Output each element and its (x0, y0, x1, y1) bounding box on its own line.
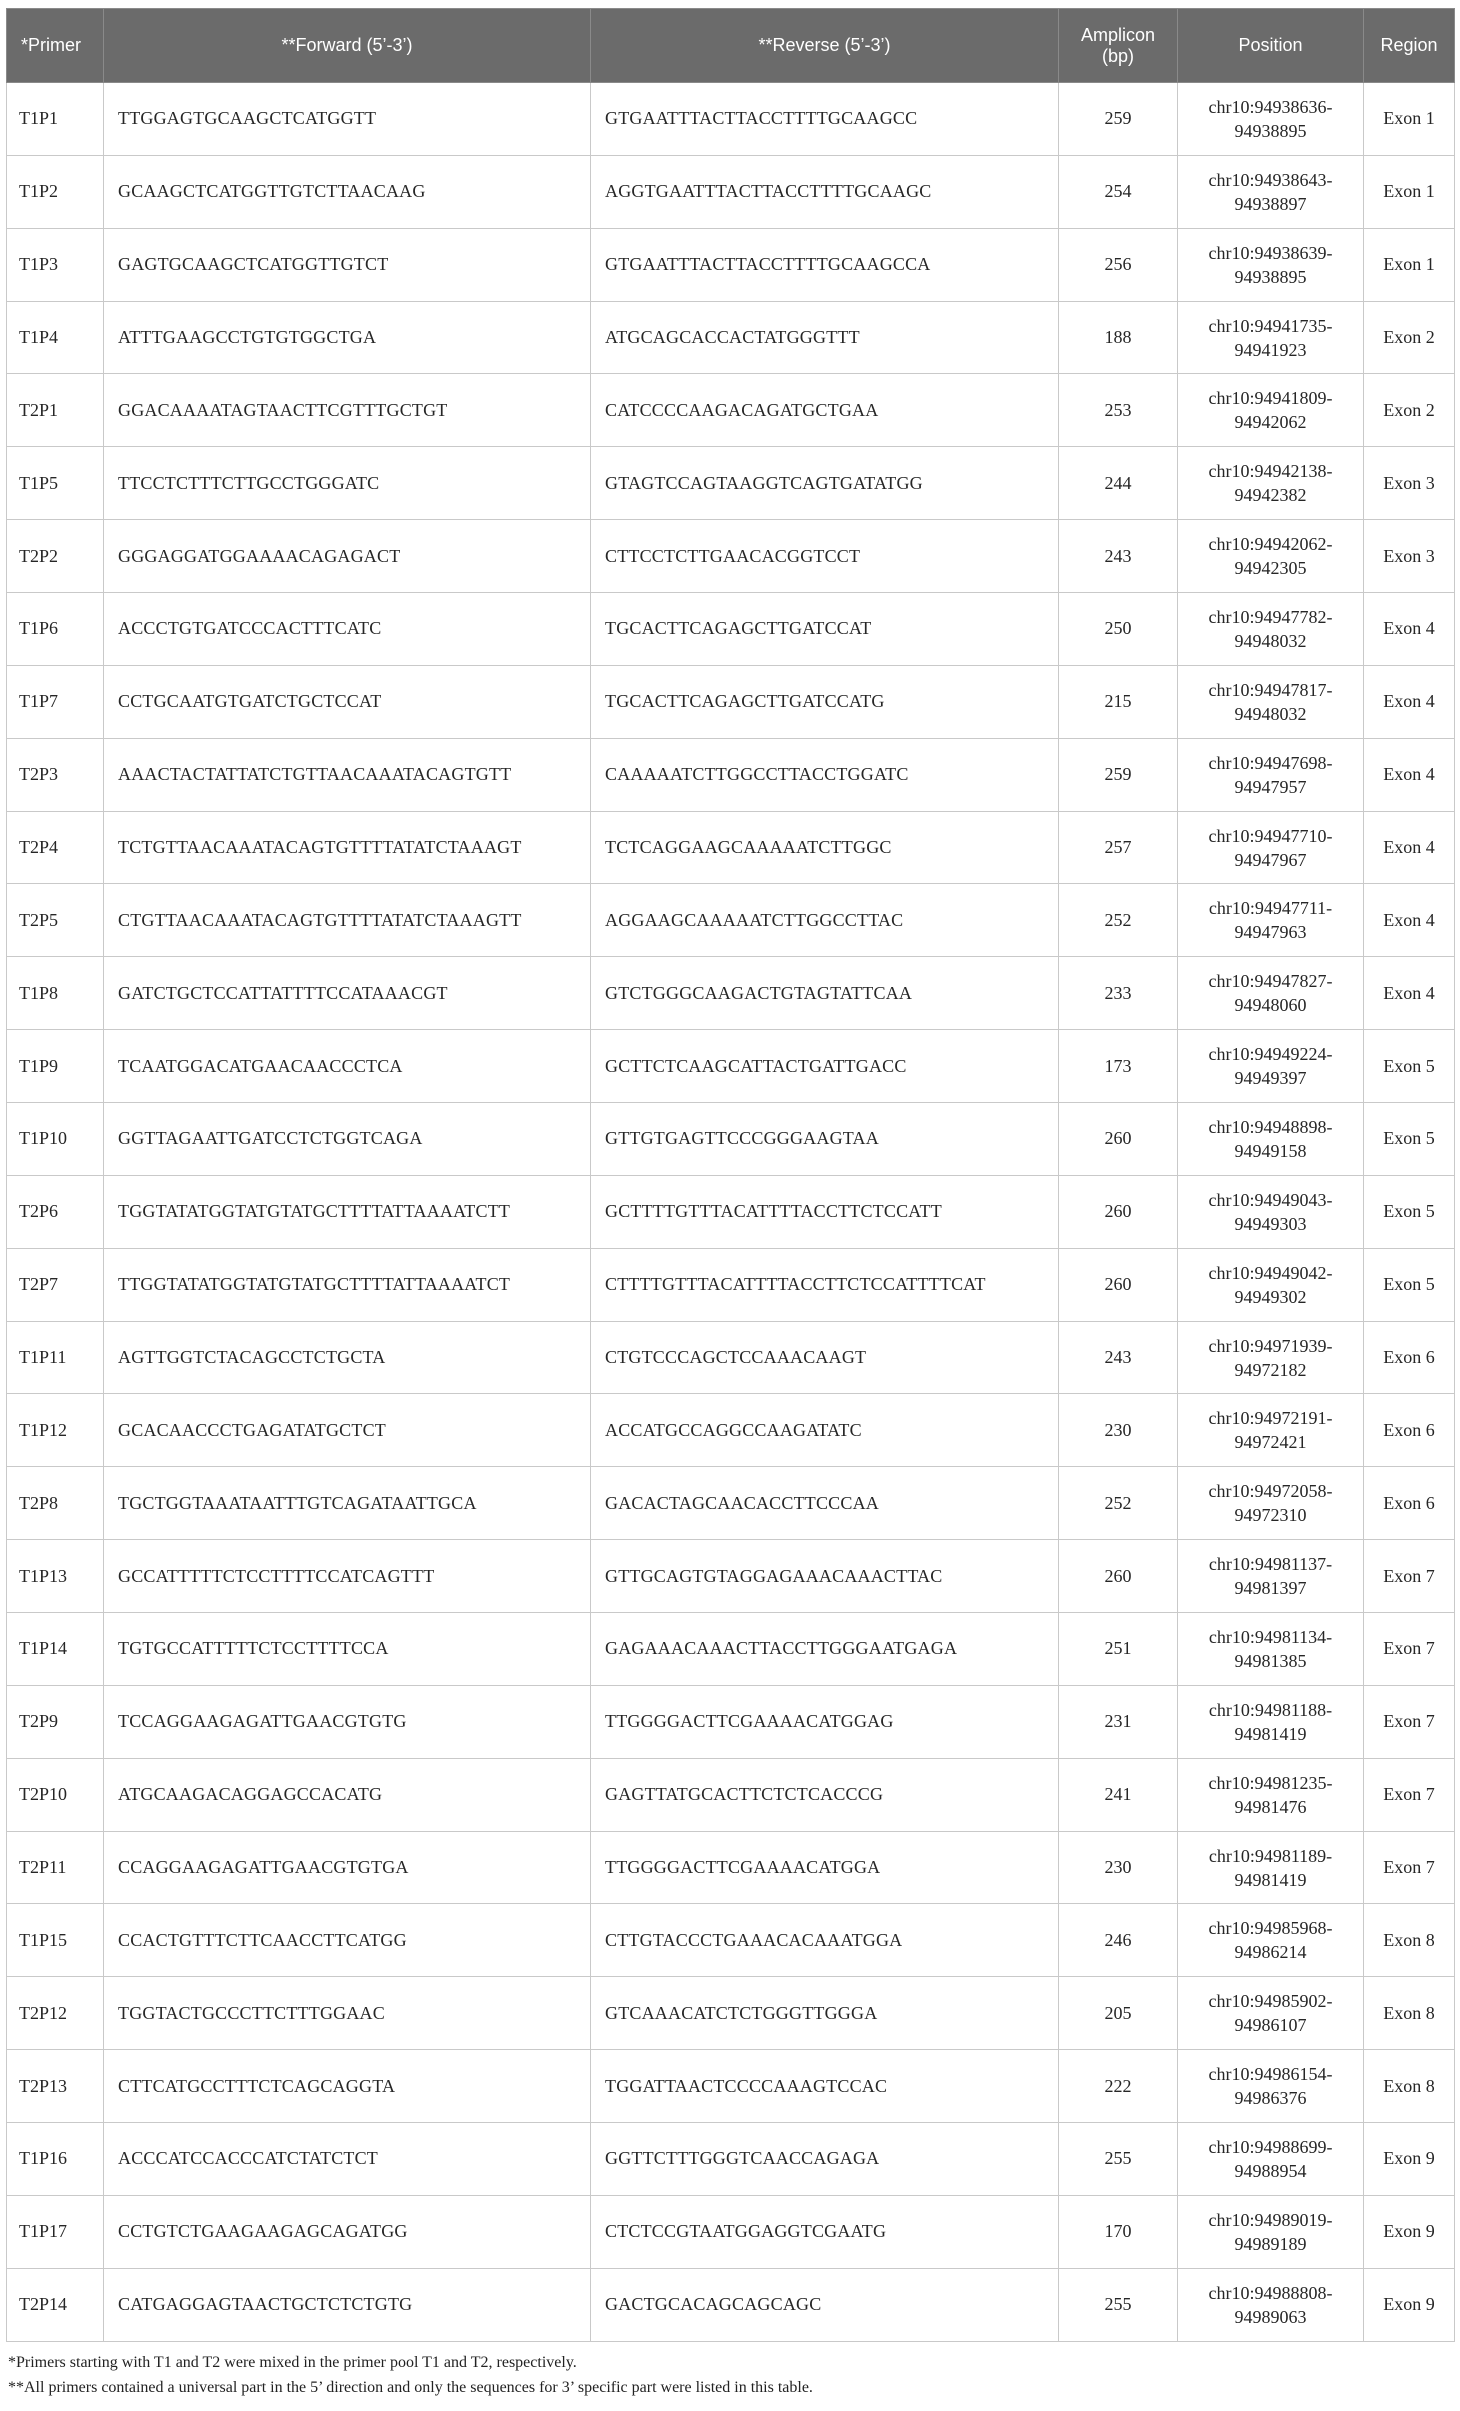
cell-region: Exon 1 (1364, 155, 1455, 228)
position-end: 94981419 (1234, 1723, 1307, 1744)
cell-region: Exon 4 (1364, 884, 1455, 957)
position-start: chr10:94948898- (1208, 1116, 1333, 1137)
cell-forward-sequence: TCTGTTAACAAATACAGTGTTTTATATCTAAAGT (104, 811, 591, 884)
position-end: 94986107 (1234, 2015, 1307, 2036)
cell-reverse-sequence: GACACTAGCAACACCTTCCCAA (591, 1467, 1059, 1540)
cell-forward-sequence: CTTCATGCCTTTCTCAGCAGGTA (104, 2050, 591, 2123)
cell-amplicon: 259 (1059, 83, 1178, 156)
cell-region: Exon 7 (1364, 1758, 1455, 1831)
position-start: chr10:94981235- (1208, 1772, 1333, 1793)
position-end: 94942305 (1234, 558, 1307, 579)
cell-amplicon: 231 (1059, 1685, 1178, 1758)
cell-amplicon: 230 (1059, 1394, 1178, 1467)
cell-reverse-sequence: CTTTTGTTTACATTTTACCTTCTCCATTTTCAT (591, 1248, 1059, 1321)
position-start: chr10:94947698- (1208, 752, 1333, 773)
cell-forward-sequence: TGGTACTGCCCTTCTTTGGAAC (104, 1977, 591, 2050)
cell-reverse-sequence: GTGAATTTACTTACCTTTTGCAAGCC (591, 83, 1059, 156)
table-row (7, 1977, 1455, 2050)
cell-region: Exon 8 (1364, 2050, 1455, 2123)
cell-reverse-sequence: GAGAAACAAACTTACCTTGGGAATGAGA (591, 1613, 1059, 1686)
table-header-row (7, 9, 1455, 83)
cell-forward-sequence: AAACTACTATTATCTGTTAACAAATACAGTGTT (104, 738, 591, 811)
table-row (7, 1540, 1455, 1613)
position-start: chr10:94988699- (1208, 2136, 1333, 2157)
cell-position (1178, 1613, 1364, 1686)
cell-region: Exon 5 (1364, 1103, 1455, 1176)
position-start: chr10:94986154- (1208, 2064, 1333, 2085)
table-row (7, 228, 1455, 301)
cell-reverse-sequence: TGCACTTCAGAGCTTGATCCAT (591, 593, 1059, 666)
table-row (7, 1758, 1455, 1831)
position-start: chr10:94981137- (1208, 1554, 1333, 1575)
position-start: chr10:94989019- (1208, 2209, 1333, 2230)
cell-region: Exon 6 (1364, 1321, 1455, 1394)
table-row (7, 811, 1455, 884)
cell-position (1178, 2050, 1364, 2123)
cell-primer: T1P12 (7, 1394, 104, 1467)
cell-reverse-sequence: ATGCAGCACCACTATGGGTTT (591, 301, 1059, 374)
cell-region: Exon 5 (1364, 1248, 1455, 1321)
position-start: chr10:94942062- (1208, 534, 1333, 555)
cell-region: Exon 2 (1364, 374, 1455, 447)
cell-amplicon: 252 (1059, 1467, 1178, 1540)
cell-amplicon: 255 (1059, 2268, 1178, 2341)
cell-region: Exon 2 (1364, 301, 1455, 374)
cell-amplicon: 173 (1059, 1030, 1178, 1103)
position-end: 94949158 (1234, 1140, 1307, 1161)
cell-region: Exon 1 (1364, 83, 1455, 156)
position-end: 94986214 (1234, 1942, 1307, 1963)
cell-region: Exon 6 (1364, 1467, 1455, 1540)
cell-reverse-sequence: TCTCAGGAAGCAAAAATCTTGGC (591, 811, 1059, 884)
cell-forward-sequence: CCACTGTTTCTTCAACCTTCATGG (104, 1904, 591, 1977)
position-start: chr10:94972191- (1208, 1408, 1333, 1429)
position-start: chr10:94938643- (1208, 169, 1333, 190)
cell-position (1178, 957, 1364, 1030)
cell-amplicon: 243 (1059, 1321, 1178, 1394)
cell-primer: T1P16 (7, 2123, 104, 2196)
cell-position (1178, 1175, 1364, 1248)
cell-primer: T2P6 (7, 1175, 104, 1248)
position-start: chr10:94981189- (1208, 1845, 1333, 1866)
cell-primer: T2P7 (7, 1248, 104, 1321)
table-row (7, 884, 1455, 957)
cell-region: Exon 5 (1364, 1175, 1455, 1248)
cell-amplicon: 222 (1059, 2050, 1178, 2123)
cell-forward-sequence: TGTGCCATTTTTCTCCTTTTCCA (104, 1613, 591, 1686)
cell-position (1178, 1103, 1364, 1176)
position-end: 94942382 (1234, 485, 1307, 506)
cell-reverse-sequence: GAGTTATGCACTTCTCTCACCCG (591, 1758, 1059, 1831)
table-row (7, 665, 1455, 738)
cell-primer: T1P5 (7, 447, 104, 520)
cell-amplicon: 260 (1059, 1103, 1178, 1176)
position-start: chr10:94938639- (1208, 242, 1333, 263)
cell-amplicon: 205 (1059, 1977, 1178, 2050)
cell-reverse-sequence: GTCTGGGCAAGACTGTAGTATTCAA (591, 957, 1059, 1030)
cell-region: Exon 8 (1364, 1977, 1455, 2050)
position-start: chr10:94947827- (1208, 971, 1333, 992)
cell-forward-sequence: CATGAGGAGTAACTGCTCTCTGTG (104, 2268, 591, 2341)
table-row (7, 1467, 1455, 1540)
position-start: chr10:94949042- (1208, 1262, 1333, 1283)
position-end: 94981385 (1234, 1650, 1307, 1671)
position-end: 94947963 (1234, 922, 1307, 943)
position-end: 94972310 (1234, 1505, 1307, 1526)
position-end: 94947967 (1234, 849, 1307, 870)
position-end: 94947957 (1234, 776, 1307, 797)
position-start: chr10:94941809- (1208, 388, 1333, 409)
cell-region: Exon 4 (1364, 811, 1455, 884)
position-start: chr10:94985902- (1208, 1991, 1333, 2012)
table-row (7, 1248, 1455, 1321)
cell-reverse-sequence: CTTGTACCCTGAAACACAAATGGA (591, 1904, 1059, 1977)
cell-forward-sequence: CCTGTCTGAAGAAGAGCAGATGG (104, 2195, 591, 2268)
cell-amplicon: 215 (1059, 665, 1178, 738)
cell-position (1178, 1248, 1364, 1321)
cell-position (1178, 1394, 1364, 1467)
cell-forward-sequence: TTGGAGTGCAAGCTCATGGTT (104, 83, 591, 156)
footnote-primer-pool: *Primers starting with T1 and T2 were mixed in the primer pool T1 and T2, respectively. (8, 2354, 577, 2371)
cell-primer: T1P14 (7, 1613, 104, 1686)
cell-primer: T2P10 (7, 1758, 104, 1831)
cell-position (1178, 738, 1364, 811)
cell-amplicon: 256 (1059, 228, 1178, 301)
cell-forward-sequence: GCCATTTTTCTCCTTTTCCATCAGTTT (104, 1540, 591, 1613)
cell-primer: T1P6 (7, 593, 104, 666)
table-row (7, 1103, 1455, 1176)
cell-amplicon: 246 (1059, 1904, 1178, 1977)
cell-primer: T1P17 (7, 2195, 104, 2268)
cell-amplicon: 260 (1059, 1175, 1178, 1248)
cell-reverse-sequence: CAAAAATCTTGGCCTTACCTGGATC (591, 738, 1059, 811)
primer-table (6, 8, 1455, 2342)
position-end: 94981397 (1234, 1578, 1307, 1599)
cell-forward-sequence: GCACAACCCTGAGATATGCTCT (104, 1394, 591, 1467)
cell-region: Exon 7 (1364, 1613, 1455, 1686)
cell-forward-sequence: CCTGCAATGTGATCTGCTCCAT (104, 665, 591, 738)
cell-reverse-sequence: CTCTCCGTAATGGAGGTCGAATG (591, 2195, 1059, 2268)
table-row (7, 1904, 1455, 1977)
cell-amplicon: 254 (1059, 155, 1178, 228)
header-primer: *Primer (7, 9, 104, 83)
table-body (7, 83, 1455, 2342)
cell-forward-sequence: AGTTGGTCTACAGCCTCTGCTA (104, 1321, 591, 1394)
cell-forward-sequence: GGACAAAATAGTAACTTCGTTTGCTGT (104, 374, 591, 447)
cell-amplicon: 260 (1059, 1540, 1178, 1613)
cell-position (1178, 2268, 1364, 2341)
cell-reverse-sequence: GTTGCAGTGTAGGAGAAACAAACTTAC (591, 1540, 1059, 1613)
cell-region: Exon 1 (1364, 228, 1455, 301)
position-start: chr10:94981188- (1208, 1699, 1333, 1720)
header-forward: **Forward (5’-3’) (104, 9, 591, 83)
header-position: Position (1178, 9, 1364, 83)
cell-position (1178, 884, 1364, 957)
cell-position (1178, 374, 1364, 447)
table-row (7, 738, 1455, 811)
cell-region: Exon 7 (1364, 1540, 1455, 1613)
cell-region: Exon 5 (1364, 1030, 1455, 1103)
cell-amplicon: 233 (1059, 957, 1178, 1030)
cell-amplicon: 170 (1059, 2195, 1178, 2268)
cell-region: Exon 4 (1364, 665, 1455, 738)
header-region: Region (1364, 9, 1455, 83)
cell-primer: T1P7 (7, 665, 104, 738)
position-end: 94948060 (1234, 995, 1307, 1016)
table-row (7, 1613, 1455, 1686)
cell-primer: T2P13 (7, 2050, 104, 2123)
cell-reverse-sequence: AGGTGAATTTACTTACCTTTTGCAAGC (591, 155, 1059, 228)
cell-reverse-sequence: ACCATGCCAGGCCAAGATATC (591, 1394, 1059, 1467)
cell-position (1178, 1321, 1364, 1394)
cell-reverse-sequence: GTAGTCCAGTAAGGTCAGTGATATGG (591, 447, 1059, 520)
position-end: 94938897 (1234, 193, 1307, 214)
cell-forward-sequence: GGGAGGATGGAAAACAGAGACT (104, 520, 591, 593)
position-end: 94981419 (1234, 1869, 1307, 1890)
header-amplicon-line2: (bp) (1101, 45, 1134, 66)
cell-forward-sequence: TCAATGGACATGAACAACCCTCA (104, 1030, 591, 1103)
position-start: chr10:94947711- (1208, 898, 1333, 919)
cell-primer: T2P2 (7, 520, 104, 593)
table-row (7, 1394, 1455, 1467)
position-start: chr10:94941735- (1208, 315, 1333, 336)
cell-primer: T1P9 (7, 1030, 104, 1103)
table-row (7, 83, 1455, 156)
cell-primer: T2P5 (7, 884, 104, 957)
cell-forward-sequence: CCAGGAAGAGATTGAACGTGTGA (104, 1831, 591, 1904)
cell-amplicon: 259 (1059, 738, 1178, 811)
cell-amplicon: 252 (1059, 884, 1178, 957)
cell-reverse-sequence: GCTTTTGTTTACATTTTACCTTCTCCATT (591, 1175, 1059, 1248)
position-end: 94988954 (1234, 2160, 1307, 2181)
cell-amplicon: 241 (1059, 1758, 1178, 1831)
position-end: 94989189 (1234, 2233, 1307, 2254)
table-row (7, 1321, 1455, 1394)
cell-position (1178, 1831, 1364, 1904)
cell-primer: T1P3 (7, 228, 104, 301)
cell-forward-sequence: TTCCTCTTTCTTGCCTGGGATC (104, 447, 591, 520)
cell-reverse-sequence: GCTTCTCAAGCATTACTGATTGACC (591, 1030, 1059, 1103)
cell-reverse-sequence: TGCACTTCAGAGCTTGATCCATG (591, 665, 1059, 738)
footnotes (8, 2350, 1448, 2400)
cell-position (1178, 811, 1364, 884)
cell-region: Exon 6 (1364, 1394, 1455, 1467)
cell-reverse-sequence: CTGTCCCAGCTCCAAACAAGT (591, 1321, 1059, 1394)
cell-primer: T2P9 (7, 1685, 104, 1758)
cell-primer: T1P1 (7, 83, 104, 156)
cell-forward-sequence: ATGCAAGACAGGAGCCACATG (104, 1758, 591, 1831)
position-end: 94948032 (1234, 630, 1307, 651)
cell-primer: T2P3 (7, 738, 104, 811)
cell-forward-sequence: ATTTGAAGCCTGTGTGGCTGA (104, 301, 591, 374)
cell-reverse-sequence: GGTTCTTTGGGTCAACCAGAGA (591, 2123, 1059, 2196)
cell-position (1178, 1904, 1364, 1977)
cell-primer: T2P11 (7, 1831, 104, 1904)
cell-position (1178, 2123, 1364, 2196)
position-start: chr10:94985968- (1208, 1918, 1333, 1939)
cell-reverse-sequence: TTGGGGACTTCGAAAACATGGAG (591, 1685, 1059, 1758)
position-end: 94949303 (1234, 1213, 1307, 1234)
header-amplicon-line1: Amplicon (1080, 24, 1156, 45)
cell-forward-sequence: ACCCATCCACCCATCTATCTCT (104, 2123, 591, 2196)
position-end: 94986376 (1234, 2088, 1307, 2109)
cell-amplicon: 230 (1059, 1831, 1178, 1904)
table-row (7, 593, 1455, 666)
cell-reverse-sequence: GTTGTGAGTTCCCGGGAAGTAA (591, 1103, 1059, 1176)
position-end: 94942062 (1234, 412, 1307, 433)
cell-amplicon: 250 (1059, 593, 1178, 666)
table-row (7, 957, 1455, 1030)
cell-forward-sequence: TGGTATATGGTATGTATGCTTTTATTAAAATCTT (104, 1175, 591, 1248)
cell-position (1178, 155, 1364, 228)
position-start: chr10:94971939- (1208, 1335, 1333, 1356)
position-start: chr10:94938636- (1208, 96, 1333, 117)
cell-position (1178, 1758, 1364, 1831)
cell-region: Exon 8 (1364, 1904, 1455, 1977)
position-end: 94989063 (1234, 2306, 1307, 2327)
cell-reverse-sequence: GTGAATTTACTTACCTTTTGCAAGCCA (591, 228, 1059, 301)
position-start: chr10:94942138- (1208, 461, 1333, 482)
cell-reverse-sequence: GTCAAACATCTCTGGGTTGGGA (591, 1977, 1059, 2050)
cell-forward-sequence: CTGTTAACAAATACAGTGTTTTATATCTAAAGTT (104, 884, 591, 957)
position-start: chr10:94988808- (1208, 2282, 1333, 2303)
cell-primer: T1P13 (7, 1540, 104, 1613)
cell-forward-sequence: TGCTGGTAAATAATTTGTCAGATAATTGCA (104, 1467, 591, 1540)
table-row (7, 520, 1455, 593)
cell-reverse-sequence: CTTCCTCTTGAACACGGTCCT (591, 520, 1059, 593)
header-amplicon (1059, 9, 1178, 83)
cell-forward-sequence: TCCAGGAAGAGATTGAACGTGTG (104, 1685, 591, 1758)
position-start: chr10:94947710- (1208, 825, 1333, 846)
position-end: 94949302 (1234, 1286, 1307, 1307)
cell-reverse-sequence: AGGAAGCAAAAATCTTGGCCTTAC (591, 884, 1059, 957)
table-row (7, 2123, 1455, 2196)
cell-region: Exon 7 (1364, 1831, 1455, 1904)
position-start: chr10:94947782- (1208, 606, 1333, 627)
table-row (7, 1175, 1455, 1248)
position-end: 94941923 (1234, 339, 1307, 360)
cell-primer: T1P4 (7, 301, 104, 374)
cell-position (1178, 593, 1364, 666)
cell-position (1178, 1685, 1364, 1758)
cell-position (1178, 665, 1364, 738)
table-row (7, 155, 1455, 228)
cell-amplicon: 257 (1059, 811, 1178, 884)
cell-primer: T2P14 (7, 2268, 104, 2341)
cell-primer: T2P12 (7, 1977, 104, 2050)
cell-reverse-sequence: TTGGGGACTTCGAAAACATGGA (591, 1831, 1059, 1904)
cell-forward-sequence: GCAAGCTCATGGTTGTCTTAACAAG (104, 155, 591, 228)
position-start: chr10:94972058- (1208, 1481, 1333, 1502)
cell-position (1178, 1977, 1364, 2050)
cell-position (1178, 1540, 1364, 1613)
cell-reverse-sequence: GACTGCACAGCAGCAGC (591, 2268, 1059, 2341)
cell-primer: T1P2 (7, 155, 104, 228)
cell-forward-sequence: ACCCTGTGATCCCACTTTCATC (104, 593, 591, 666)
cell-region: Exon 4 (1364, 738, 1455, 811)
cell-position (1178, 83, 1364, 156)
cell-position (1178, 301, 1364, 374)
cell-region: Exon 4 (1364, 593, 1455, 666)
position-start: chr10:94949224- (1208, 1044, 1333, 1065)
cell-forward-sequence: GGTTAGAATTGATCCTCTGGTCAGA (104, 1103, 591, 1176)
cell-forward-sequence: GAGTGCAAGCTCATGGTTGTCT (104, 228, 591, 301)
position-start: chr10:94981134- (1208, 1626, 1333, 1647)
cell-primer: T2P1 (7, 374, 104, 447)
table-row (7, 447, 1455, 520)
table-row (7, 1030, 1455, 1103)
cell-primer: T2P8 (7, 1467, 104, 1540)
position-end: 94938895 (1234, 266, 1307, 287)
position-end: 94949397 (1234, 1068, 1307, 1089)
cell-forward-sequence: GATCTGCTCCATTATTTTCCATAAACGT (104, 957, 591, 1030)
cell-position (1178, 520, 1364, 593)
cell-primer: T1P15 (7, 1904, 104, 1977)
cell-region: Exon 9 (1364, 2123, 1455, 2196)
cell-region: Exon 7 (1364, 1685, 1455, 1758)
cell-forward-sequence: TTGGTATATGGTATGTATGCTTTTATTAAAATCT (104, 1248, 591, 1321)
position-end: 94938895 (1234, 120, 1307, 141)
cell-primer: T1P10 (7, 1103, 104, 1176)
cell-amplicon: 253 (1059, 374, 1178, 447)
cell-region: Exon 9 (1364, 2195, 1455, 2268)
cell-position (1178, 447, 1364, 520)
footnote-universal-part: **All primers contained a universal part in the 5’ direction and only the sequences for 3’ specific part were listed in this table. (8, 2379, 813, 2396)
table-row (7, 374, 1455, 447)
cell-region: Exon 3 (1364, 520, 1455, 593)
cell-position (1178, 1467, 1364, 1540)
cell-reverse-sequence: CATCCCCAAGACAGATGCTGAA (591, 374, 1059, 447)
position-end: 94972182 (1234, 1359, 1307, 1380)
cell-region: Exon 3 (1364, 447, 1455, 520)
table-row (7, 301, 1455, 374)
cell-amplicon: 251 (1059, 1613, 1178, 1686)
position-start: chr10:94947817- (1208, 679, 1333, 700)
position-end: 94981476 (1234, 1796, 1307, 1817)
cell-reverse-sequence: TGGATTAACTCCCCAAAGTCCAC (591, 2050, 1059, 2123)
table-row (7, 1831, 1455, 1904)
cell-primer: T2P4 (7, 811, 104, 884)
cell-region: Exon 9 (1364, 2268, 1455, 2341)
table-row (7, 2268, 1455, 2341)
table-row (7, 1685, 1455, 1758)
header-reverse: **Reverse (5’-3’) (591, 9, 1059, 83)
cell-amplicon: 243 (1059, 520, 1178, 593)
cell-position (1178, 228, 1364, 301)
cell-amplicon: 260 (1059, 1248, 1178, 1321)
table-row (7, 2050, 1455, 2123)
table-row (7, 2195, 1455, 2268)
cell-position (1178, 1030, 1364, 1103)
cell-primer: T1P8 (7, 957, 104, 1030)
cell-position (1178, 2195, 1364, 2268)
cell-amplicon: 188 (1059, 301, 1178, 374)
cell-region: Exon 4 (1364, 957, 1455, 1030)
position-start: chr10:94949043- (1208, 1189, 1333, 1210)
position-end: 94972421 (1234, 1432, 1307, 1453)
cell-amplicon: 244 (1059, 447, 1178, 520)
cell-primer: T1P11 (7, 1321, 104, 1394)
cell-amplicon: 255 (1059, 2123, 1178, 2196)
position-end: 94948032 (1234, 703, 1307, 724)
